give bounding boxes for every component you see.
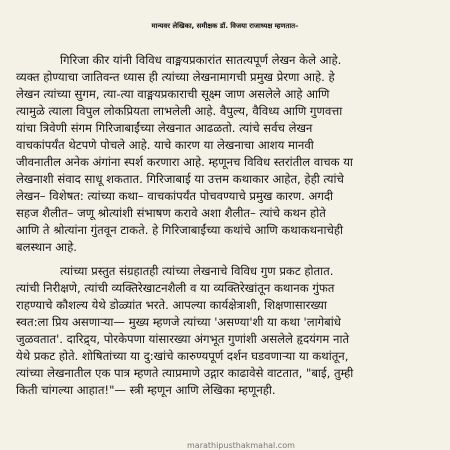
text-line: लेखनाशी संवाद साधू शकतात. गिरिजाबाई या उत्तम कथाकार आहेत, हेही त्यांचे: [16, 172, 344, 186]
text-line: लेखन त्यांच्या सुगम, त्या-त्या वाङ्मयप्रकाराची सूक्ष्म जाण असलेले आहे आणि: [16, 87, 330, 101]
text-line: यांचा त्रिवेणी संगम गिरिजाबाईंच्या लेखनात आढळतो. त्यांचे सर्वच लेखन: [16, 121, 313, 135]
text-line: त्यांची निरीक्षणे, त्यांची व्यक्तिरेखाटनशैली व या व्यक्तिरेखांतून कथानक गुंफत: [16, 281, 335, 295]
watermark-text: marathipusthakmahal.com: [187, 441, 295, 450]
text-line: स्वत:ला प्रिय असणाऱ्या— मुख्य म्हणजे त्यांच्या 'असण्या'शी या कथा 'लागेबांधे: [16, 315, 341, 329]
text-line: येथे प्रकट होते. शोषितांच्या या दु:खांचे कारुण्यपूर्ण दर्शन घडवणाऱ्या या कथांतून,: [16, 349, 349, 363]
text-line: सहज शैलीत– जणू श्रोत्यांशी संभाषण करावे अशा शैलीत– त्यांचे कथन होते: [16, 206, 326, 220]
text-line: बलस्थान आहे.: [16, 240, 77, 254]
text-line: व्यक्त होण्याचा जातिवन्त ध्यास ही त्यांच्या लेखनामागची प्रमुख प्रेरणा आहे. हे: [16, 70, 335, 84]
text-line: वाचकांपर्यंत थेटपणे पोचले आहे. याचे कारण या लेखनाचा आशय मानवी: [16, 138, 314, 152]
text-line: जुळवतात'. दारिद्र्य, पोरकेपणा यांसारख्या अंगभूत गुणांशी असलेले हृदयंगम नाते: [16, 332, 350, 346]
text-line: आणि ते श्रोत्यांना गुंतवून टाकते. हे गिरिजाबाईंच्या कथांचे आणि कथाकथनाचेही: [16, 223, 343, 237]
text-line: किती चांगल्या आहात!"— स्त्री म्हणून आणि लेखिका म्हणूनही.: [16, 383, 276, 397]
text-line: गिरिजा कीर यांनी विविध वाङ्मयप्रकारांत सातत्यपूर्ण लेखन केले आहे.: [60, 53, 342, 67]
text-line: त्यांच्या लेखनातील एक पात्र म्हणते त्याप्रमाणे उद्गार काढावेसे वाटतात, "बाई, तुम्ही: [16, 366, 354, 380]
text-line: त्यामुळे त्याला विपुल लोकप्रियता लाभलेली आहे. वैपुल्य, वैविध्य आणि गुणवत्ता: [16, 104, 343, 118]
text-line: जीवनातील अनेक अंगांना स्पर्श करणारा आहे. म्हणूनच विविध स्तरांतील वाचक या: [16, 155, 353, 169]
text-line: त्यांच्या प्रस्तुत संग्रहातही त्यांच्या लेखनाचे विविध गुण प्रकट होतात.: [60, 264, 334, 278]
text-line: लेखन– विशेषत: त्यांच्या कथा– वाचकांपर्यंत पोचवण्याचे प्रमुख कारण. अगदी: [16, 189, 334, 203]
document-heading: मान्यवर लेखिका, समीक्षक डॉ. विजया राजाध्यक्ष म्हणतात–: [151, 22, 299, 30]
text-line: राहण्याचे कौशल्य येथे डोळ्यांत भरते. आपल्या कार्यक्षेत्राशी, शिक्षणासारख्या: [16, 298, 327, 312]
